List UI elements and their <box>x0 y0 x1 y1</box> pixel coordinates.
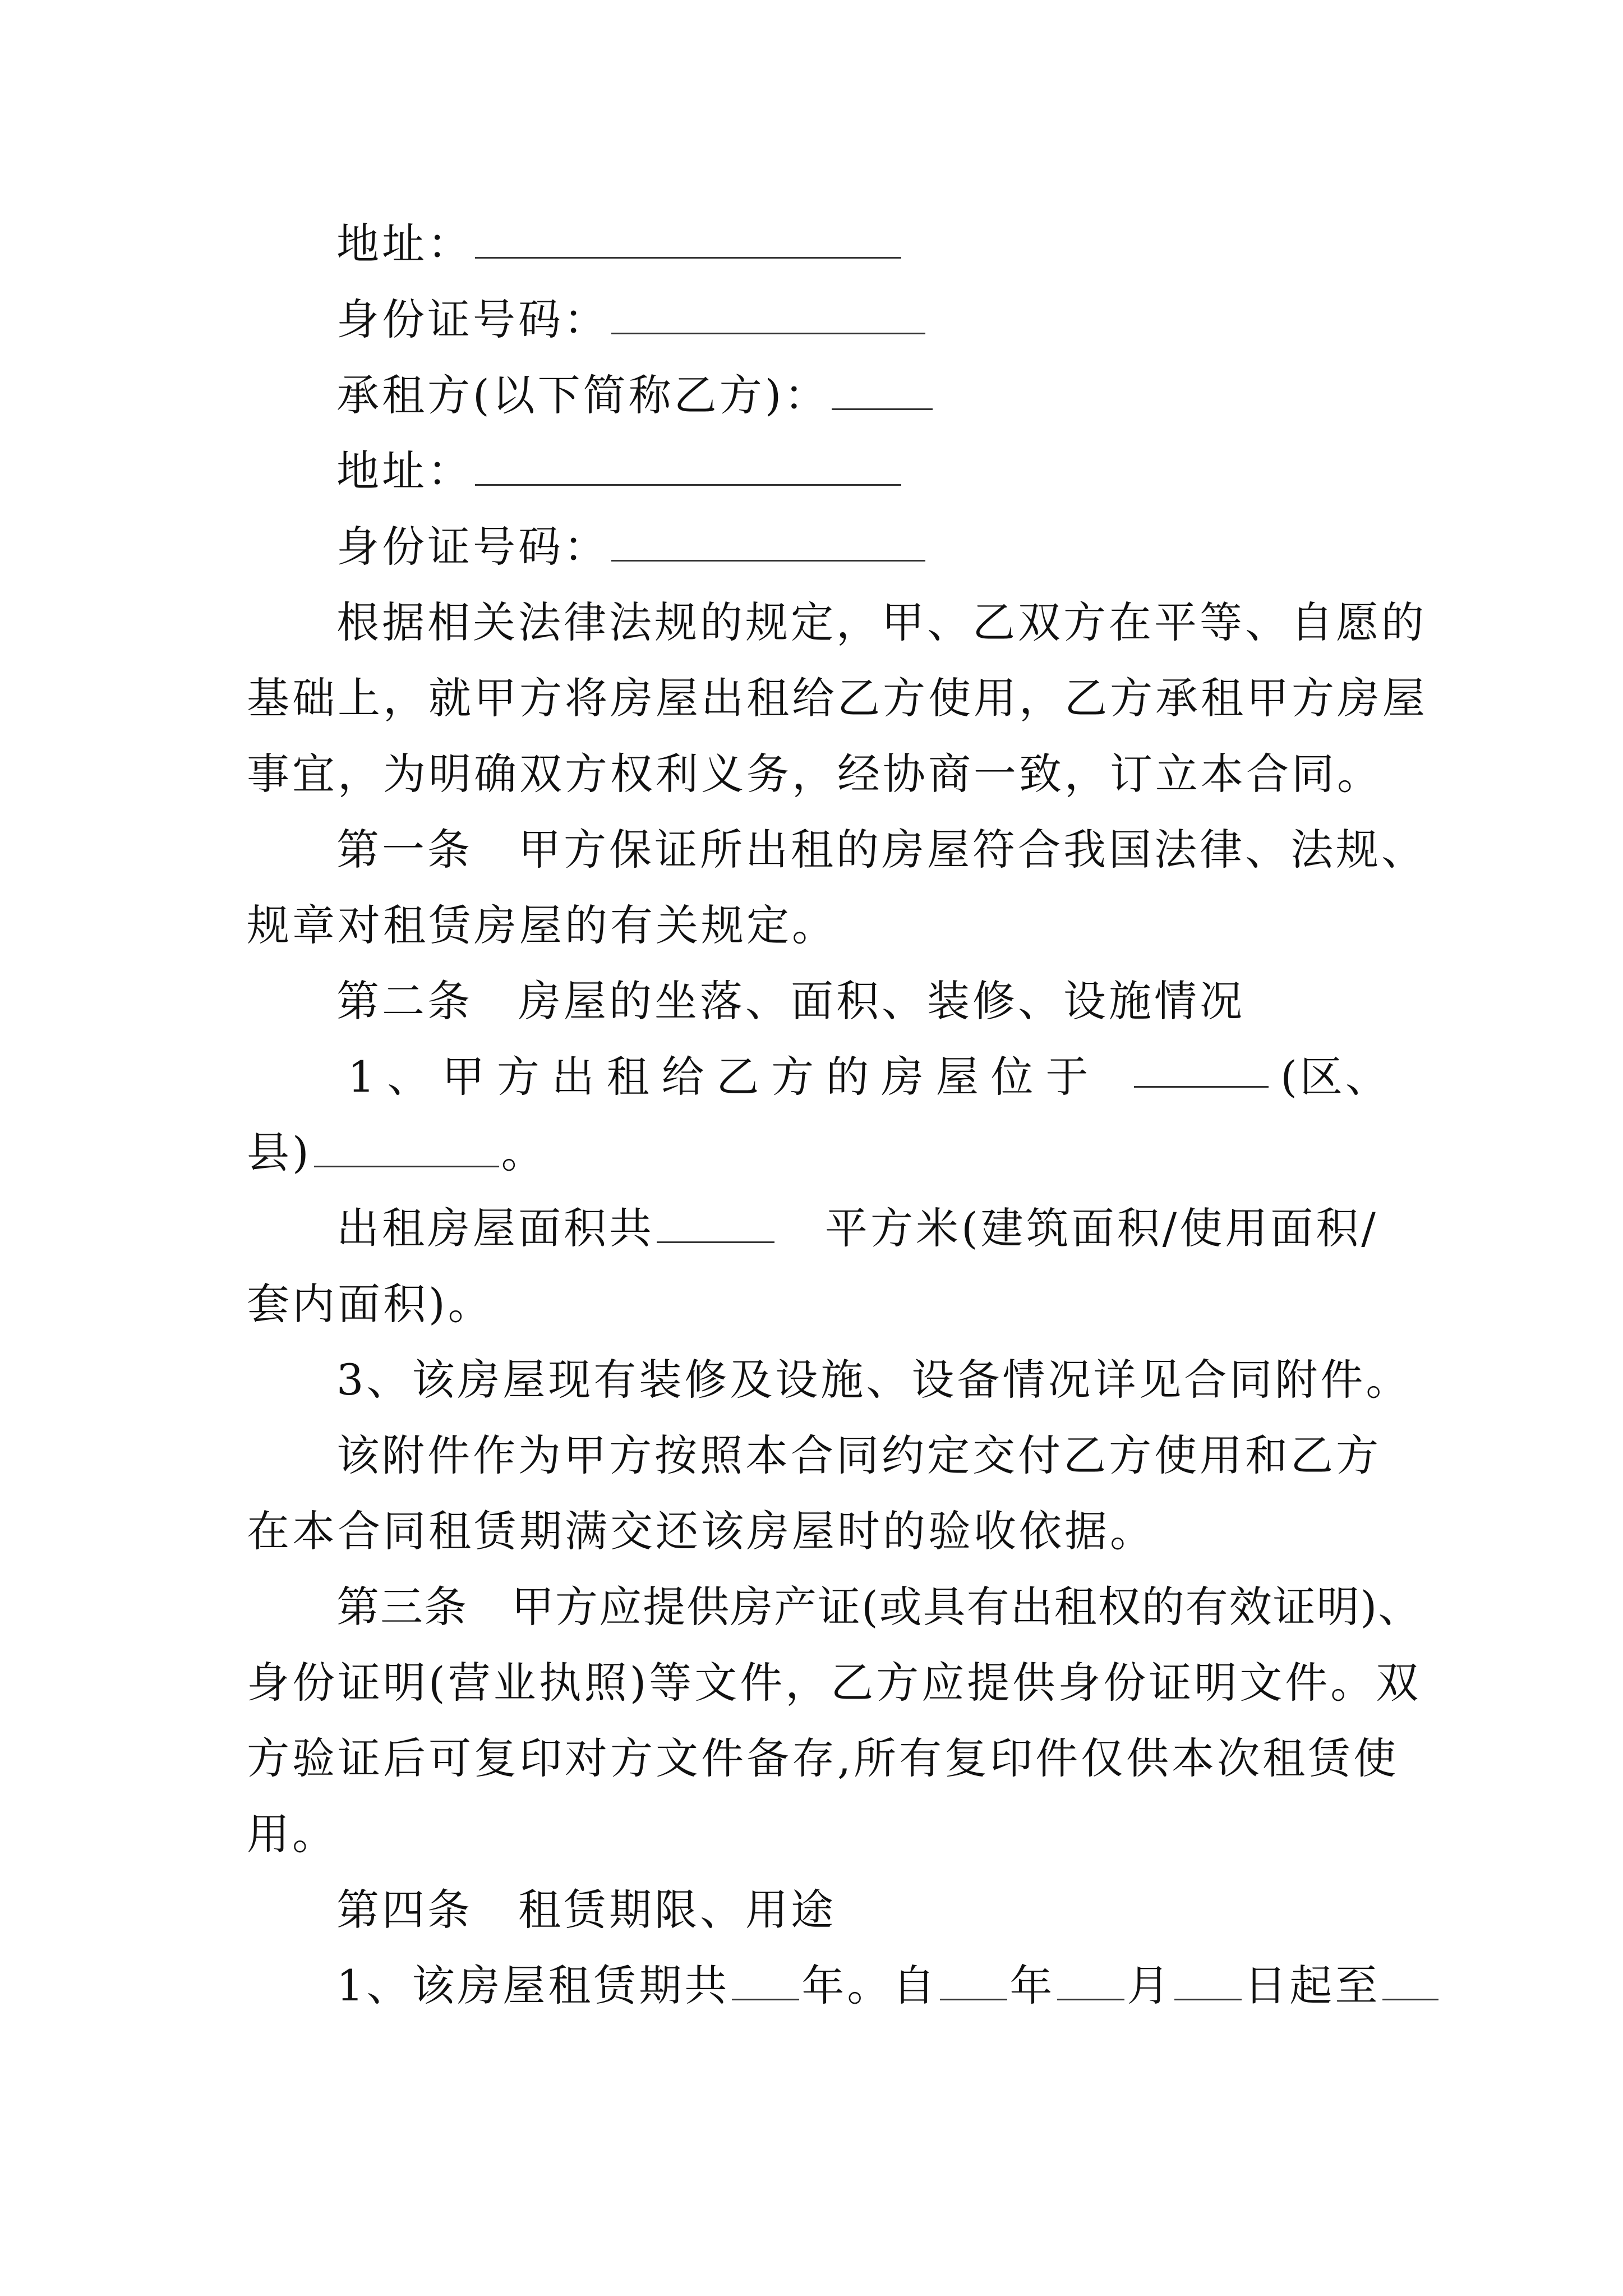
lessor-address-blank[interactable] <box>475 220 901 259</box>
start-day-blank[interactable] <box>1174 1962 1242 2000</box>
item1-word: 给 <box>661 1052 707 1102</box>
article2-item3: 3、该房屋现有装修及设施、设备情况详见合同附件。 <box>336 1355 1412 1405</box>
lessor-address-label: 地址： <box>336 219 473 269</box>
preamble-line-2: 基础上，就甲方将房屋出租给乙方使用，乙方承租甲方房屋 <box>247 673 1428 723</box>
article3-line-4: 用。 <box>247 1809 338 1859</box>
lessor-id-line <box>336 292 1486 348</box>
preamble-line-3: 事宜，为明确双方权利义务，经协商一致，订立本合同。 <box>247 749 1382 799</box>
lessee-id-blank[interactable] <box>611 523 925 562</box>
lessor-id-blank[interactable] <box>611 296 925 334</box>
lessee-address-blank[interactable] <box>475 447 901 486</box>
county-blank[interactable] <box>314 1129 499 1167</box>
lessee-address-line <box>336 443 1486 499</box>
article2-heading: 第二条 房屋的坐落、面积、装修、设施情况 <box>336 976 1245 1026</box>
article3-line-2: 身份证明(营业执照)等文件，乙方应提供身份证明文件。双 <box>247 1658 1422 1708</box>
article4-heading: 第四条 租赁期限、用途 <box>336 1885 836 1935</box>
item1-word: 的 <box>826 1052 872 1102</box>
article1-line-2: 规章对租赁房屋的有关规定。 <box>247 900 837 950</box>
item1-end-mark: 。 <box>501 1128 547 1177</box>
item1-word: 方 <box>771 1052 817 1102</box>
item1-word: 房 <box>880 1052 926 1102</box>
item1-word: 屋 <box>935 1052 981 1102</box>
lessee-label: 承租方(以下简称乙方)： <box>336 370 830 420</box>
lessor-address-line <box>336 216 1486 272</box>
location-district-label: (区、 <box>1280 1052 1391 1102</box>
area-label: 出租房屋面积共 <box>336 1203 654 1253</box>
start-month-blank[interactable] <box>1057 1962 1124 2000</box>
lessee-address-label: 地址： <box>336 446 473 496</box>
annex-line-2: 在本合同租赁期满交还该房屋时的验收依据。 <box>247 1506 1155 1556</box>
location-district-blank[interactable] <box>1134 1049 1269 1088</box>
article1-line-1: 第一条 甲方保证所出租的房屋符合我国法律、法规、 <box>336 825 1427 875</box>
month-label: 月 <box>1127 1961 1173 2010</box>
article2-item1-line <box>348 1049 1391 1105</box>
article3-line-3: 方验证后可复印对方文件备存,所有复印件仅供本次租赁使 <box>247 1733 1399 1783</box>
area-unit: 平方米(建筑面积/使用面积/ <box>825 1203 1378 1253</box>
preamble-line-1: 根据相关法律法规的规定，甲、乙双方在平等、自愿的 <box>336 597 1427 647</box>
lessor-id-label: 身份证号码： <box>336 295 609 344</box>
article2-item1-line-2 <box>247 1125 1396 1181</box>
item1-word: 1 <box>348 1052 378 1102</box>
lease-term-label: 1、该房屋租赁期共 <box>336 1961 730 2010</box>
item1-word: 出 <box>551 1052 597 1102</box>
area-line-2: 套内面积)。 <box>247 1279 494 1329</box>
area-line <box>336 1200 1486 1257</box>
lessee-line <box>336 367 1486 424</box>
item1-word: 、 <box>387 1052 433 1102</box>
end-date-blank[interactable] <box>1382 1962 1438 2000</box>
lease-years-blank[interactable] <box>732 1962 799 2000</box>
lessee-blank[interactable] <box>832 371 933 410</box>
lease-term-line <box>336 1958 1486 2014</box>
annex-line-1: 该附件作为甲方按照本合同约定交付乙方使用和乙方 <box>336 1430 1381 1480</box>
item1-word: 于 <box>1045 1052 1091 1102</box>
item1-word: 甲 <box>442 1052 488 1102</box>
county-label: 县) <box>247 1128 312 1177</box>
year-label: 年 <box>1009 1961 1055 2010</box>
item1-word: 位 <box>990 1052 1036 1102</box>
lessee-id-label: 身份证号码： <box>336 522 609 572</box>
lessee-id-line <box>336 519 1486 575</box>
area-blank[interactable] <box>657 1204 774 1243</box>
item1-word: 乙 <box>716 1052 762 1102</box>
article3-line-1: 第三条 甲方应提供房产证(或具有出租权的有效证明)、 <box>336 1582 1422 1632</box>
item1-word: 方 <box>496 1052 542 1102</box>
day-until-label: 日起至 <box>1244 1961 1381 2010</box>
lease-from-label: 年。自 <box>801 1961 938 2010</box>
start-year-blank[interactable] <box>940 1962 1007 2000</box>
item1-word: 租 <box>606 1052 652 1102</box>
